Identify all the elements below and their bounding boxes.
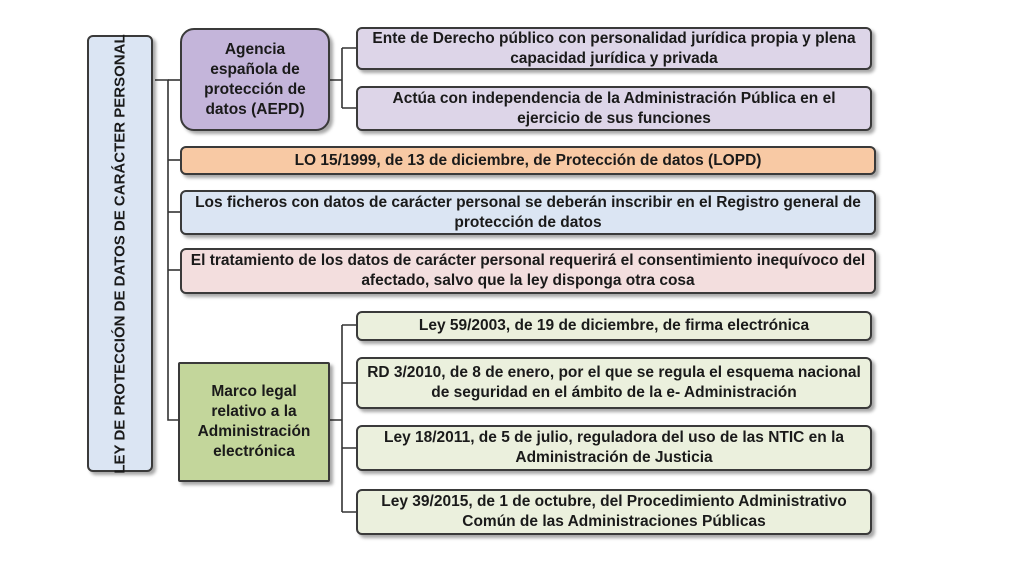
marco-box — [178, 362, 330, 482]
aepd-item-1 — [356, 27, 872, 70]
marco-item-1 — [356, 311, 872, 341]
aepd-box — [180, 28, 330, 131]
marco-item-4 — [356, 489, 872, 535]
marco-item-4-text: Ley 39/2015, de 1 de octubre, del Procedimiento Administrativo Común de las Administraciones Públicas — [381, 493, 847, 530]
ficheros-box — [180, 190, 876, 235]
connector-marco-branch — [330, 325, 356, 512]
marco-item-3-text: Ley 18/2011, de 5 de julio, reguladora del uso de las NTIC en la Administración de Justicia — [384, 429, 844, 466]
lopd-box — [180, 146, 876, 175]
tratamiento-box — [180, 248, 876, 294]
connector-aepd-branch — [330, 48, 356, 108]
aepd-item-2-text: Actúa con independencia de la Administración Pública en el ejercicio de sus funciones — [392, 89, 836, 127]
tratamiento-text: El tratamiento de los datos de carácter personal requerirá el consentimiento inequívoco del afectado, salvo que la ley disponga otra cosa — [190, 252, 866, 289]
marco-label: Marco legal relativo a la Administración electrónica — [197, 383, 311, 460]
marco-item-2 — [356, 357, 872, 409]
aepd-item-1-text: Ente de Derecho público con personalidad jurídica propia y plena capacidad jurídica y privada — [372, 29, 856, 67]
main-connector — [155, 80, 178, 420]
lopd-text: LO 15/1999, de 13 de diciembre, de Protección de datos (LOPD) — [294, 151, 762, 169]
aepd-item-2 — [356, 86, 872, 131]
marco-item-3 — [356, 425, 872, 471]
marco-item-2-text: RD 3/2010, de 8 de enero, por el que se regula el esquema nacional de seguridad en el ámbito de la e- Administración — [367, 364, 861, 401]
ficheros-text: Los ficheros con datos de carácter personal se deberán inscribir en el Registro general de protección de datos — [195, 193, 861, 231]
aepd-label: Agencia española de protección de datos (AEPD) — [204, 40, 306, 118]
main-title: LEY DE PROTECCIÓN DE DATOS DE CARÁCTER PERSONAL — [111, 33, 129, 474]
main-title-box — [87, 35, 153, 472]
marco-item-1-text: Ley 59/2003, de 19 de diciembre, de firma electrónica — [418, 317, 810, 334]
